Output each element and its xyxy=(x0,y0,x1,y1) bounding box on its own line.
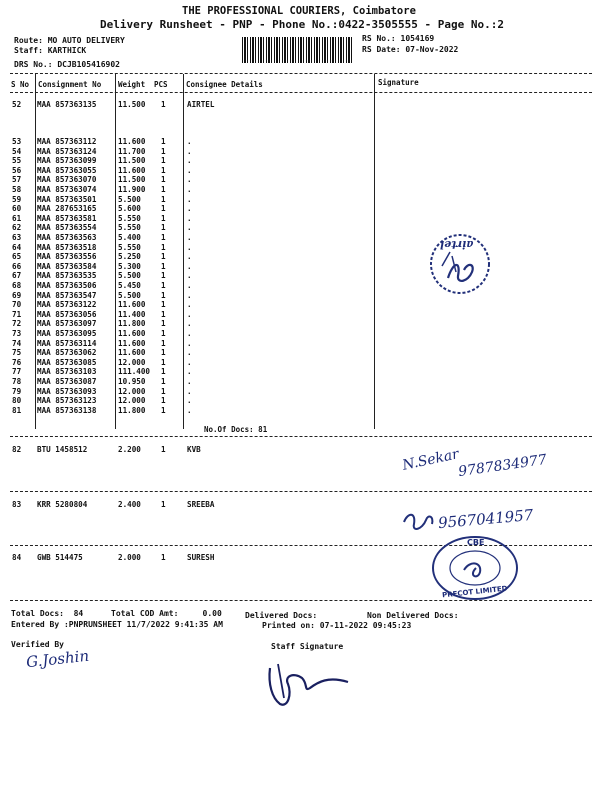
cell-consignment: MAA 857363122 xyxy=(37,300,97,310)
cell-sno: 61 xyxy=(12,213,22,223)
cell-consignment: MAA 857363554 xyxy=(37,223,97,233)
drs-label: DRS No.: DCJB105416902 xyxy=(14,60,120,69)
cell-sno: 71 xyxy=(12,309,22,319)
cell-consignment: MAA 287653165 xyxy=(37,204,97,214)
cell-weight: 11.400 xyxy=(118,309,146,319)
cell-pcs: 1 xyxy=(161,405,166,415)
table-row xyxy=(12,300,392,310)
cell-weight: 2.200 xyxy=(118,445,141,454)
cell-consignee: . xyxy=(187,146,192,156)
table-row xyxy=(12,271,392,281)
airtel-stamp xyxy=(428,232,492,296)
cell-sno: 60 xyxy=(12,204,22,214)
cell-pcs: 1 xyxy=(161,386,166,396)
cell-weight: 11.700 xyxy=(118,146,146,156)
cell-consignment: MAA 857363535 xyxy=(37,271,97,281)
cell-consignee: . xyxy=(187,386,192,396)
table-row xyxy=(12,100,392,110)
cell-consignee: . xyxy=(187,357,192,367)
cell-sno: 65 xyxy=(12,252,22,262)
table-row xyxy=(12,281,392,291)
table-row xyxy=(12,358,392,368)
barcode xyxy=(242,37,354,63)
delivered-docs: Delivered Docs: xyxy=(245,611,318,620)
cell-pcs: 1 xyxy=(161,319,166,329)
cell-pcs: 1 xyxy=(161,261,166,271)
cell-pcs: 1 xyxy=(161,290,166,300)
cell-weight: 5.400 xyxy=(118,233,141,242)
col-consignment: Consignment No xyxy=(38,80,102,89)
cell-consignment: MAA 857363123 xyxy=(37,396,97,406)
table-row xyxy=(12,387,392,397)
cell-sno: 52 xyxy=(12,100,22,109)
table-row xyxy=(12,291,392,301)
cell-weight: 11.600 xyxy=(118,300,146,310)
cell-sno: 75 xyxy=(12,348,22,358)
table-row xyxy=(12,339,392,349)
cell-sno: 83 xyxy=(12,500,22,509)
cell-pcs: 1 xyxy=(161,213,166,223)
cell-sno: 64 xyxy=(12,242,22,252)
cell-weight: 11.500 xyxy=(118,100,146,109)
staff-signature-icon xyxy=(258,654,358,710)
cell-consignment: MAA 857363547 xyxy=(37,290,97,300)
rule xyxy=(10,92,592,93)
total-docs: Total Docs: 84 xyxy=(11,609,84,618)
cell-consignee: . xyxy=(187,261,192,271)
cell-weight: 5.500 xyxy=(118,194,141,204)
rs-date: RS Date: 07-Nov-2022 xyxy=(362,45,459,54)
table-row xyxy=(12,185,392,195)
cell-sno: 63 xyxy=(12,233,22,242)
table-row xyxy=(12,204,392,214)
verified-by-label: Verified By xyxy=(11,640,64,649)
cell-pcs: 1 xyxy=(161,137,166,146)
cell-weight: 11.600 xyxy=(118,338,146,348)
cell-sno: 73 xyxy=(12,329,22,338)
company-title: THE PROFESSIONAL COURIERS, Coimbatore xyxy=(182,5,416,17)
cell-consignment: MAA 857363501 xyxy=(37,194,97,204)
cell-consignment: MAA 857363112 xyxy=(37,137,97,146)
cell-pcs: 1 xyxy=(161,500,166,509)
cell-sno: 66 xyxy=(12,261,22,271)
cell-weight: 5.300 xyxy=(118,261,141,271)
cell-weight: 5.500 xyxy=(118,290,141,300)
cell-pcs: 1 xyxy=(161,271,166,281)
cell-consignment: MAA 857363103 xyxy=(37,367,97,377)
cell-weight: 5.250 xyxy=(118,252,141,262)
cell-consignment: MAA 857363581 xyxy=(37,213,97,223)
cell-sno: 81 xyxy=(12,405,22,415)
cell-weight: 111.400 xyxy=(118,367,151,377)
airtel-stamp-text: airtel xyxy=(440,238,474,251)
cell-consignee: . xyxy=(187,271,192,281)
cell-pcs: 1 xyxy=(161,338,166,348)
cell-consignee: . xyxy=(187,156,192,166)
cell-weight: 2.000 xyxy=(118,553,141,562)
cell-pcs: 1 xyxy=(161,329,166,338)
cell-consignee: . xyxy=(187,223,192,233)
cell-consignment: MAA 857363506 xyxy=(37,281,97,290)
cell-consignee: . xyxy=(187,396,192,406)
cell-weight: 5.550 xyxy=(118,213,141,223)
cell-consignment: MAA 857363087 xyxy=(37,377,97,386)
cell-consignee: SURESH xyxy=(187,553,215,562)
cell-weight: 11.600 xyxy=(118,165,146,175)
cell-consignee: . xyxy=(187,233,192,242)
cell-consignment: MAA 857363556 xyxy=(37,252,97,262)
cell-pcs: 1 xyxy=(161,309,166,319)
table-row xyxy=(12,175,392,185)
staff-label: Staff: KARTHICK xyxy=(14,46,87,55)
cell-consignee: . xyxy=(187,242,192,252)
cell-consignment: MAA 857363074 xyxy=(37,185,97,194)
table-row xyxy=(12,243,392,253)
cell-consignment: MAA 857363114 xyxy=(37,338,97,348)
cell-pcs: 1 xyxy=(161,156,166,166)
cell-weight: 5.550 xyxy=(118,242,141,252)
cell-pcs: 1 xyxy=(161,445,166,454)
table-row xyxy=(12,137,392,147)
cell-consignment: GWB 514475 xyxy=(37,553,83,562)
cell-consignee: . xyxy=(187,329,192,338)
table-row xyxy=(12,223,392,233)
verified-signature: G.Joshin xyxy=(25,646,90,672)
cell-consignment: MAA 857363056 xyxy=(37,309,97,319)
kvb-handwriting-name: N.Sekar xyxy=(400,446,461,474)
cell-consignment: BTU 1458512 xyxy=(37,445,88,454)
table-row xyxy=(12,396,392,406)
cell-weight: 5.550 xyxy=(118,223,141,233)
cell-sno: 59 xyxy=(12,194,22,204)
cell-consignment: MAA 857363095 xyxy=(37,329,97,338)
cell-sno: 53 xyxy=(12,137,22,146)
table-row xyxy=(12,147,392,157)
cell-consignment: MAA 857363563 xyxy=(37,233,97,242)
cell-pcs: 1 xyxy=(161,233,166,242)
cell-consignee: . xyxy=(187,194,192,204)
cell-pcs: 1 xyxy=(161,204,166,214)
cell-sno: 55 xyxy=(12,156,22,166)
table-row xyxy=(12,500,392,510)
cell-pcs: 1 xyxy=(161,165,166,175)
cell-consignee: . xyxy=(187,281,192,290)
cell-consignee: . xyxy=(187,137,192,146)
cell-consignee: KVB xyxy=(187,445,201,454)
table-row xyxy=(12,367,392,377)
cell-pcs: 1 xyxy=(161,100,166,109)
cell-pcs: 1 xyxy=(161,242,166,252)
cell-consignee: . xyxy=(187,290,192,300)
cell-sno: 62 xyxy=(12,223,22,233)
rule xyxy=(10,73,592,74)
cell-pcs: 1 xyxy=(161,396,166,406)
cell-sno: 68 xyxy=(12,281,22,290)
cell-consignee: . xyxy=(187,252,192,262)
cell-weight: 2.400 xyxy=(118,500,141,509)
cell-weight: 11.900 xyxy=(118,185,146,194)
cell-consignment: MAA 857363138 xyxy=(37,405,97,415)
cell-consignee: . xyxy=(187,213,192,223)
cell-pcs: 1 xyxy=(161,185,166,194)
sreeba-handwriting-phone: 9567041957 xyxy=(437,505,535,533)
cell-weight: 11.500 xyxy=(118,156,146,166)
cell-weight: 11.800 xyxy=(118,405,146,415)
cell-weight: 11.500 xyxy=(118,175,146,185)
cell-pcs: 1 xyxy=(161,252,166,262)
cell-weight: 10.950 xyxy=(118,377,146,386)
cell-pcs: 1 xyxy=(161,553,166,562)
cell-sno: 56 xyxy=(12,165,22,175)
cell-sno: 70 xyxy=(12,300,22,310)
table-row xyxy=(12,156,392,166)
cell-consignee: . xyxy=(187,309,192,319)
cell-pcs: 1 xyxy=(161,194,166,204)
cell-consignee: . xyxy=(187,204,192,214)
cell-sno: 80 xyxy=(12,396,22,406)
cell-sno: 79 xyxy=(12,386,22,396)
cell-weight: 5.500 xyxy=(118,271,141,281)
cell-consignee: . xyxy=(187,165,192,175)
table-row xyxy=(12,262,392,272)
cell-weight: 12.000 xyxy=(118,396,146,406)
cell-pcs: 1 xyxy=(161,281,166,290)
cell-consignment: MAA 857363070 xyxy=(37,175,97,185)
rule xyxy=(10,436,592,437)
cell-pcs: 1 xyxy=(161,300,166,310)
cell-consignment: MAA 857363124 xyxy=(37,146,97,156)
rs-no: RS No.: 1054169 xyxy=(362,34,435,43)
table-row xyxy=(12,233,392,243)
cell-consignment: MAA 857363055 xyxy=(37,165,97,175)
table-row xyxy=(12,252,392,262)
cell-consignee: . xyxy=(187,300,192,310)
col-weight: Weight xyxy=(118,80,146,89)
printed-on: Printed on: 07-11-2022 09:45:23 xyxy=(262,621,412,630)
cell-pcs: 1 xyxy=(161,146,166,156)
cell-consignee: . xyxy=(187,338,192,348)
cell-pcs: 1 xyxy=(161,357,166,367)
cell-sno: 82 xyxy=(12,445,22,454)
cell-consignment: MAA 857363097 xyxy=(37,319,97,329)
table-row xyxy=(12,348,392,358)
cell-weight: 5.450 xyxy=(118,281,141,290)
kvb-handwriting-phone: 9787834977 xyxy=(457,451,548,481)
precot-stamp-center: CBE xyxy=(467,538,485,547)
table-row xyxy=(12,445,392,455)
total-cod: Total COD Amt: 0.00 xyxy=(111,609,222,618)
cell-consignee: AIRTEL xyxy=(187,100,215,109)
cell-weight: 12.000 xyxy=(118,386,146,396)
table-row xyxy=(12,377,392,387)
cell-weight: 11.800 xyxy=(118,319,146,329)
scribble-icon xyxy=(400,508,438,536)
cell-weight: 11.600 xyxy=(118,348,146,358)
col-pcs: PCS xyxy=(154,80,168,89)
col-sno: S No xyxy=(11,80,30,89)
cell-consignment: MAA 857363518 xyxy=(37,242,97,252)
cell-consignment: MAA 857363099 xyxy=(37,156,97,166)
cell-consignment: MAA 857363135 xyxy=(37,100,97,109)
cell-pcs: 1 xyxy=(161,367,166,377)
table-row xyxy=(12,319,392,329)
cell-sno: 74 xyxy=(12,338,22,348)
cell-sno: 67 xyxy=(12,271,22,281)
cell-sno: 57 xyxy=(12,175,22,185)
cell-pcs: 1 xyxy=(161,377,166,386)
rule xyxy=(10,491,592,492)
cell-consignment: MAA 857363085 xyxy=(37,357,97,367)
col-signature: Signature xyxy=(378,78,419,87)
entered-by: Entered By :PNPRUNSHEET 11/7/2022 9:41:35 AM xyxy=(11,620,223,629)
table-row xyxy=(12,214,392,224)
precot-stamp-text: PRECOT LIMITED xyxy=(441,584,508,600)
runsheet-title: Delivery Runsheet - PNP - Phone No.:0422-3505555 - Page No.:2 xyxy=(100,18,504,31)
precot-stamp xyxy=(430,534,520,602)
cell-pcs: 1 xyxy=(161,223,166,233)
table-row xyxy=(12,553,392,563)
cell-consignee: . xyxy=(187,175,192,185)
cell-consignment: MAA 857363062 xyxy=(37,348,97,358)
no-of-docs: No.Of Docs: 81 xyxy=(204,425,268,434)
cell-consignee: . xyxy=(187,348,192,358)
cell-consignee: . xyxy=(187,367,192,377)
cell-sno: 72 xyxy=(12,319,22,329)
cell-consignment: KRR 5280804 xyxy=(37,500,88,509)
cell-consignee: . xyxy=(187,377,192,386)
cell-consignee: . xyxy=(187,185,192,194)
cell-weight: 5.600 xyxy=(118,204,141,214)
cell-consignee: . xyxy=(187,319,192,329)
cell-consignee: . xyxy=(187,405,192,415)
non-delivered-docs: Non Delivered Docs: xyxy=(367,611,459,620)
cell-sno: 58 xyxy=(12,185,22,194)
cell-weight: 11.600 xyxy=(118,137,146,146)
table-row xyxy=(12,195,392,205)
cell-consignment: MAA 857363093 xyxy=(37,386,97,396)
cell-sno: 78 xyxy=(12,377,22,386)
table-row xyxy=(12,406,392,416)
table-row xyxy=(12,166,392,176)
route-label: Route: MO AUTO DELIVERY xyxy=(14,36,125,45)
table-row xyxy=(12,329,392,339)
cell-sno: 69 xyxy=(12,290,22,300)
cell-sno: 76 xyxy=(12,357,22,367)
cell-pcs: 1 xyxy=(161,348,166,358)
staff-signature-label: Staff Signature xyxy=(271,642,344,651)
cell-weight: 12.000 xyxy=(118,357,146,367)
table-row xyxy=(12,310,392,320)
cell-pcs: 1 xyxy=(161,175,166,185)
cell-sno: 77 xyxy=(12,367,22,377)
cell-consignee: SREEBA xyxy=(187,500,215,509)
col-consignee: Consignee Details xyxy=(186,80,263,89)
cell-sno: 54 xyxy=(12,146,22,156)
cell-sno: 84 xyxy=(12,553,22,562)
cell-weight: 11.600 xyxy=(118,329,146,338)
cell-consignment: MAA 857363584 xyxy=(37,261,97,271)
